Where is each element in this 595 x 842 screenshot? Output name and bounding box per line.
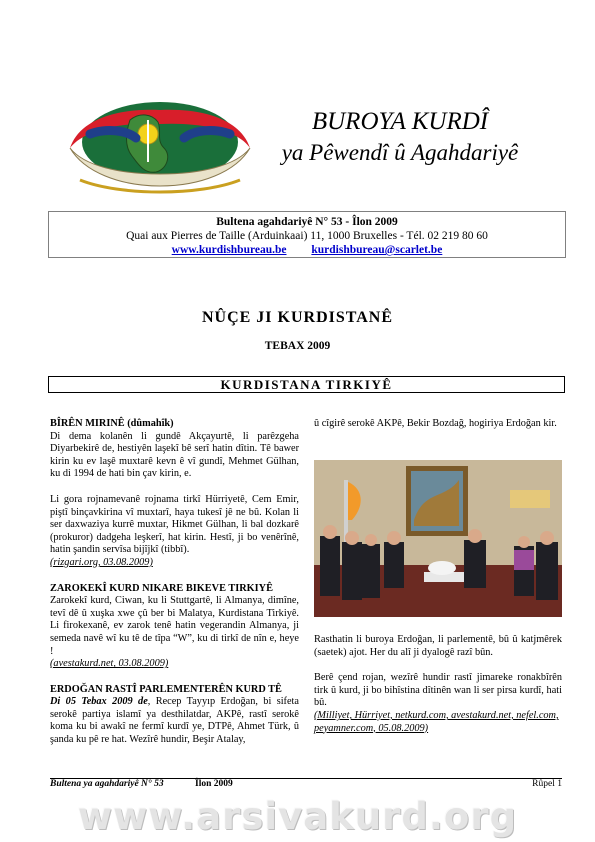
article-3-source: (Milliyet, Hürriyet, netkurd.com, avestakurd.net, nefel.com, peyamner.com, 05.08.2009) <box>314 709 559 734</box>
article-3-body: , Recep Tayyıp Erdoğan, bi sifeta serokê partiya islamî ya desthilatdar, AKPê, rastî serokê koma ku bi awakî ne fermî kurdî ye, DTPê, Ahmet Türk, û şanda ku pê re hat. Wezîrê hundir, Beşir Atalay, <box>50 696 299 746</box>
meeting-photo <box>314 460 562 617</box>
region-heading: KURDISTANA TIRKIYÊ <box>48 376 565 393</box>
left-column <box>50 418 299 747</box>
right-column <box>314 418 562 431</box>
kurdish-bureau-logo <box>60 100 270 198</box>
article-2-source: (avestakurd.net, 03.08.2009) <box>50 658 169 670</box>
page-title: BUROYA KURDÎ <box>311 108 489 135</box>
watermark: www.arsivakurd.org <box>77 795 518 838</box>
article-3-paragraph-3: Berê çend rojan, wezîrê hundir rastî jimareke ronakbîrên tirk û kurd, ji bo bihîstina dîtinên wan li ser pirsa kurdî, hati bû. <box>314 672 562 709</box>
page-subtitle: ya Pêwendî û Agahdariyê <box>281 140 519 165</box>
footer-date: Îlon 2009 <box>195 779 233 789</box>
article-3-paragraph-1 <box>50 696 299 746</box>
article-1-paragraph-2: Li gora rojnamevanê rojnama tirkî Hürriyetê, Cem Emir, piştî binçavkirina vî muxtarî, haya tukesî jê ne bû. Kolan li ser daxwaziya kurrê muxtar, Hikmet Gülhan, li bal dozkarê (prokuror) dadgeha leşkerî, hat kirin. Hestî, ji bo venêrînê, hatin şandin servîsa bijîjkî (tibbî). <box>50 493 299 556</box>
article-3-lead: Di 05 Tebax 2009 de <box>50 696 148 708</box>
footer-bulletin: Bultena ya agahdariyê N° 53 <box>50 779 164 789</box>
right-column-lower <box>314 634 562 735</box>
article-3-continuation: û cîgirê serokê AKPê, Bekir Bozdağ, hogiriya Erdoğan kir. <box>314 418 557 429</box>
article-1-title: BÎRÊN MIRINÊ (dûmahîk) <box>50 418 174 429</box>
article-2-title: ZAROKEKÎ KURD NIKARE BIKEVE TIRKIYÊ <box>50 582 273 594</box>
article-1-source: (rizgari.org, 03.08.2009) <box>50 556 153 568</box>
bulletin-info-box <box>48 211 566 258</box>
article-3-title: ERDOĞAN RASTÎ PARLEMENTERÊN KURD TÊ <box>50 683 282 695</box>
bulletin-number: Bultena agahdariyê N° 53 - Îlon 2009 <box>216 216 398 228</box>
email-link[interactable]: kurdishbureau@scarlet.be <box>311 244 443 256</box>
article-3-paragraph-2: Rasthatin li buroya Erdoğan, li parlementê, bû û katjmêrek (saetek) ajot. Her du alî ji dyalogê razî bûn. <box>314 634 562 658</box>
section-date: TEBAX 2009 <box>264 340 331 352</box>
article-1-paragraph-1: Di dema kolanên li gundê Akçayurtê, li parêzgeha Diyarbekirê de, hestiyên laşekî bê serî hatin dîtin. Tê bawer kirin ku ev laşê muxtarê kevn ê vî gundî, Mehmet Gülhan, ku di 1994 de hati bin çav kirin, e. <box>50 430 299 480</box>
address-line: Quai aux Pierres de Taille (Arduinkaai) 11, 1000 Bruxelles - Tél. 02 219 80 60 <box>126 230 488 242</box>
article-2-paragraph-1: Zarokekî kurd, Ciwan, ku li Stuttgartê, li Almanya, dimîne, tevî dê û xuşka xwe çû ber bi Malatya, Kurdistana Tirkiyê. Li firokexanê, ev zarok tenê hatin vegerandin Almanya, ji semeda navê wî ku tê de tîpa “W”, ku di tirkî de nîn e, heye ! <box>50 595 299 657</box>
section-heading: NÛÇE JI KURDISTANÊ <box>201 309 394 326</box>
page-number: Rûpel 1 <box>532 779 562 789</box>
website-link[interactable]: www.kurdishbureau.be <box>171 244 287 256</box>
